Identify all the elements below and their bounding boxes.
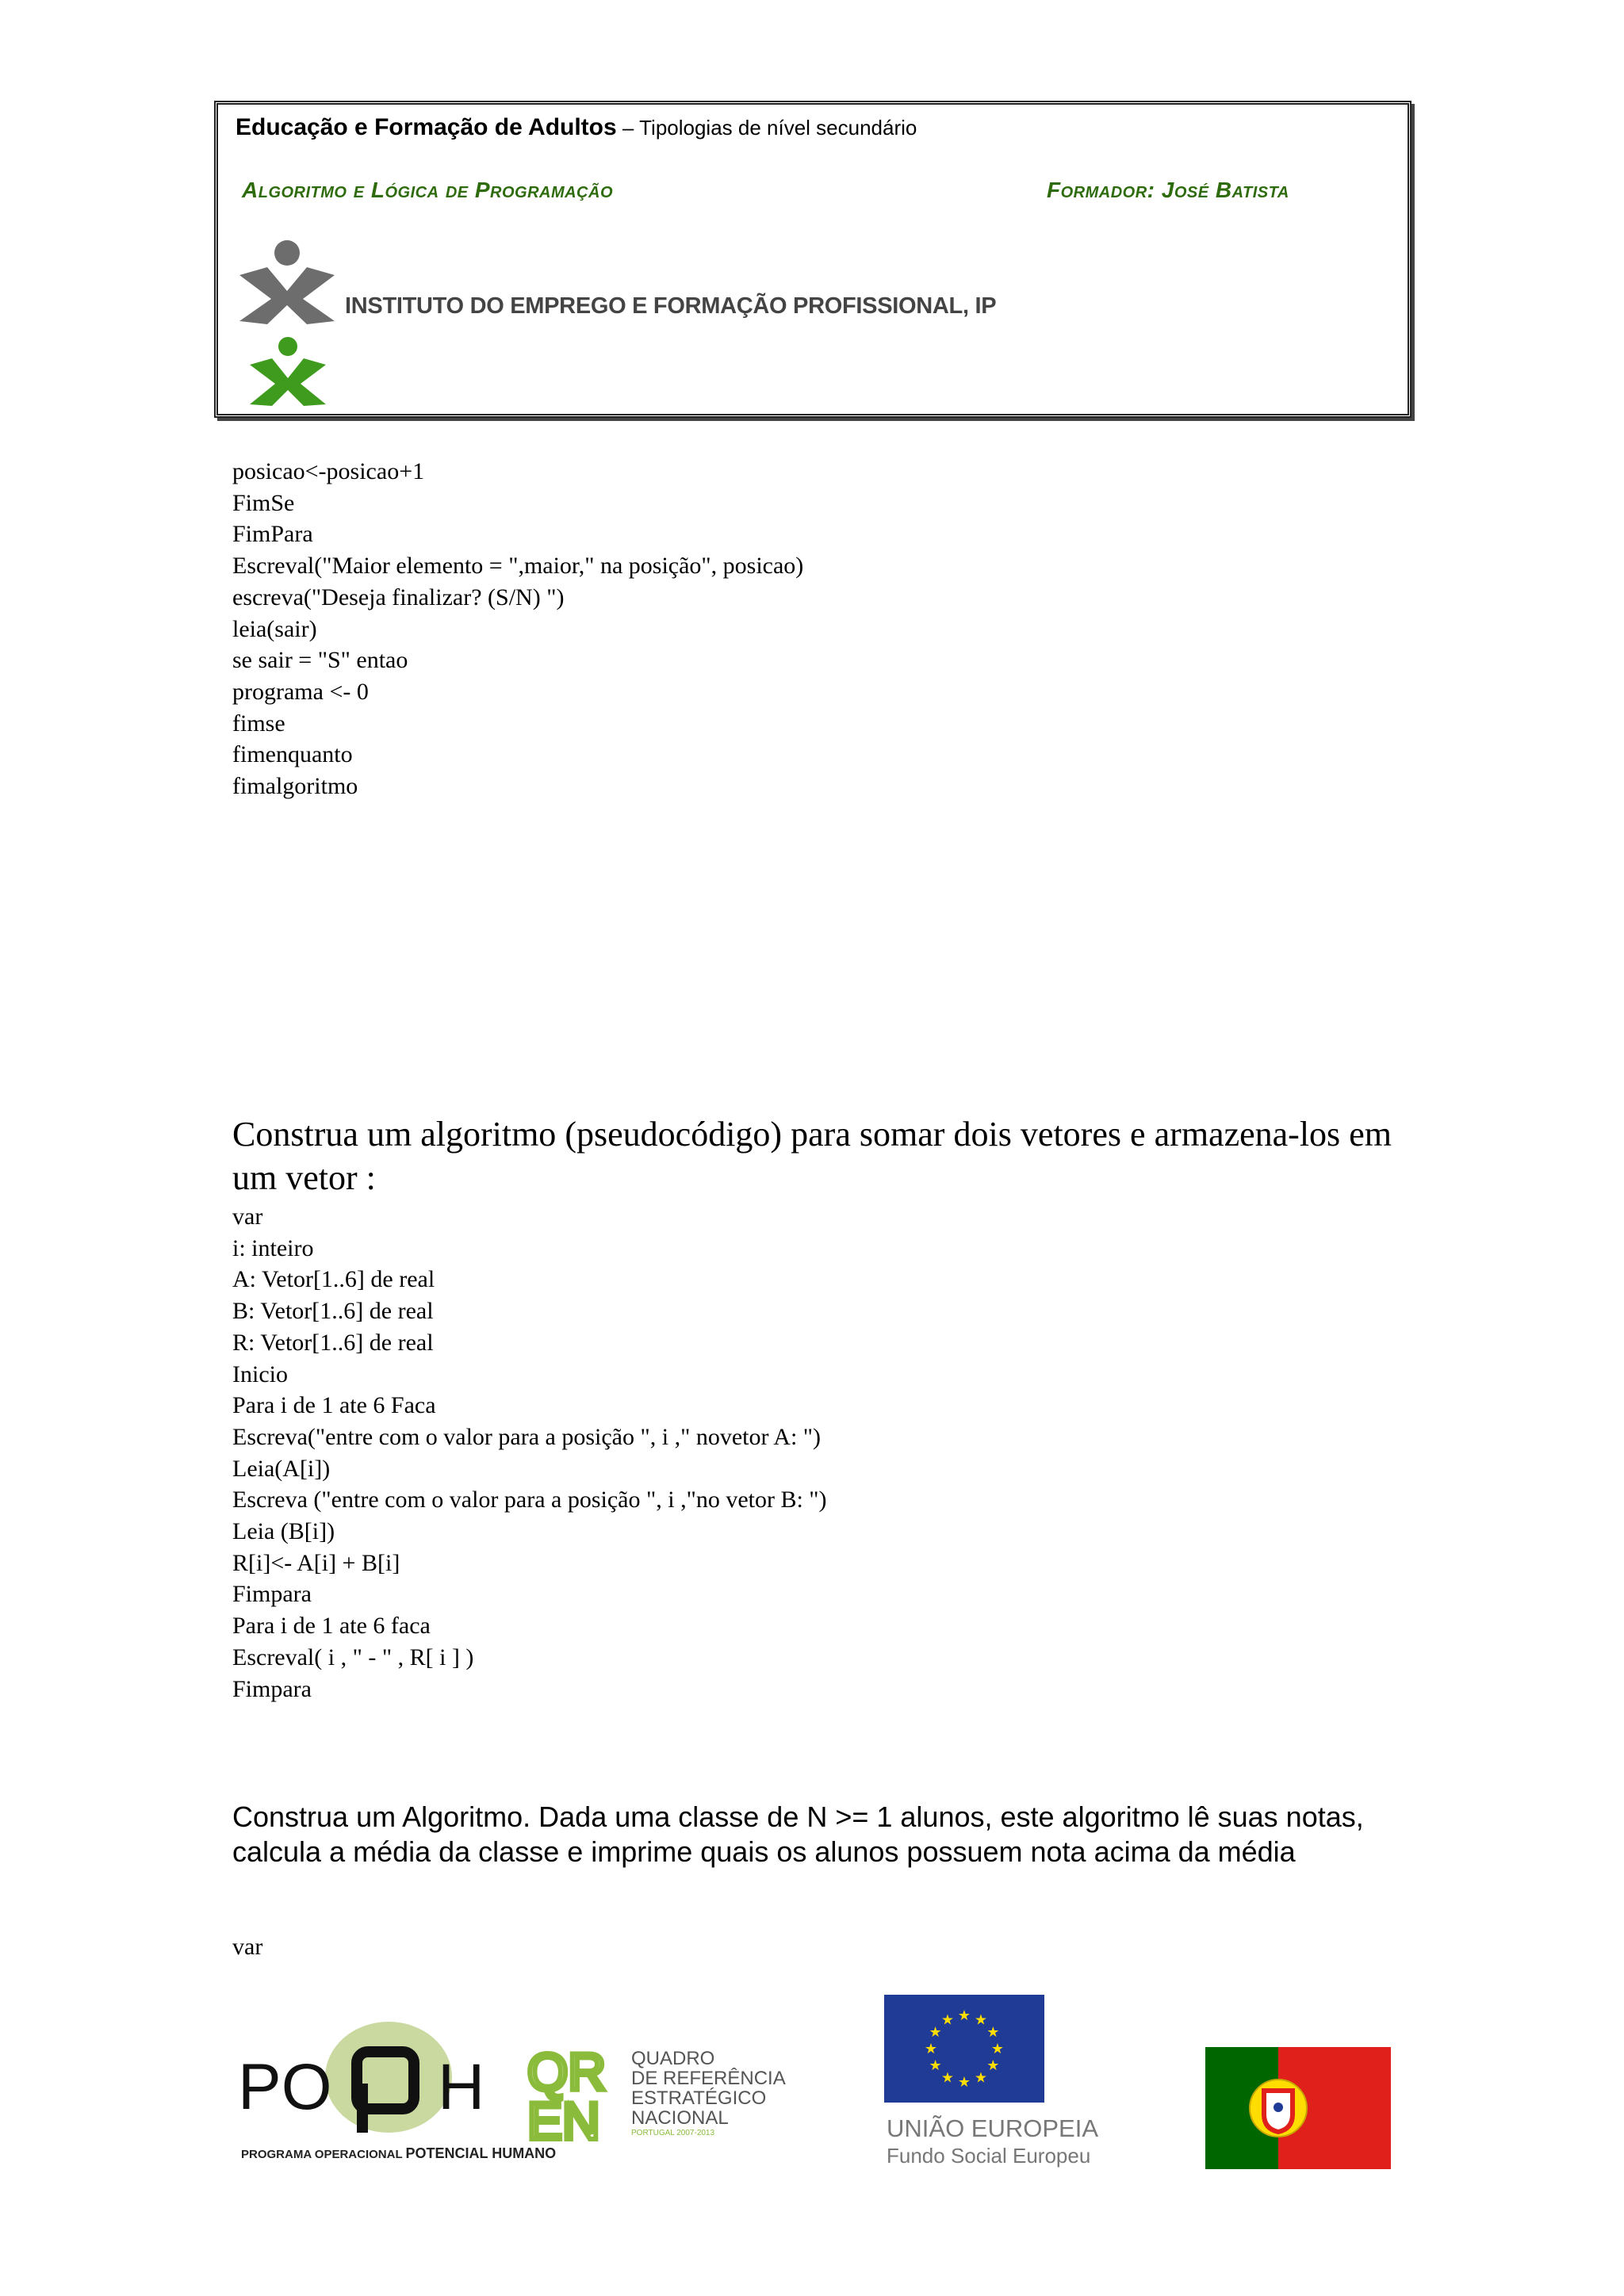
poph-letters-po: PO (238, 2051, 332, 2123)
code-line: Escreva("entre com o valor para a posição ", i ," novetor A: ") (232, 1423, 822, 1450)
eu-star-icon: ★ (929, 2024, 942, 2040)
exercise-heading-average: Construa um Algoritmo. Dada uma classe de N >= 1 alunos, este algoritmo lê suas notas, calcula a média da classe e imprime quais os alunos possuem nota acima da média (232, 1800, 1364, 1868)
code-line: Inicio (232, 1360, 288, 1387)
eu-flag-icon (884, 1995, 1044, 2103)
code-line: B: Vetor[1..6] de real (232, 1298, 434, 1325)
svg-text:EN: EN (527, 2091, 600, 2142)
code-line: FimPara (232, 521, 313, 548)
qren-logo-icon (527, 2044, 629, 2142)
eu-star-icon: ★ (974, 2011, 988, 2028)
eu-star-icon: ★ (940, 2011, 955, 2028)
code-line: var (232, 1203, 263, 1230)
eu-star-icon: ★ (940, 2069, 955, 2086)
code-line: se sair = "S" entao (232, 647, 408, 674)
eu-caption: UNIÃO EUROPEIA Fundo Social Europeu (887, 2114, 1098, 2168)
code-line: fimse (232, 710, 285, 737)
code-line: Escreval("Maior elemento = ",maior," na posição", posicao) (232, 553, 804, 580)
iefp-grey-logo-icon (236, 235, 339, 327)
code-block-3 (232, 1931, 262, 1963)
code-line: Para i de 1 ate 6 Faca (232, 1392, 436, 1419)
poph-caption: PROGRAMA OPERACIONAL POTENCIAL HUMANO (241, 2145, 557, 2161)
qren-caption: QUADRO DE REFERÊNCIA ESTRATÉGICO NACIONAL PORTUGAL 2007-2013 (631, 2048, 786, 2137)
code-line: programa <- 0 (232, 678, 369, 705)
document-header (214, 101, 1411, 418)
code-line: Leia (B[i]) (232, 1518, 335, 1545)
poph-logo-icon (238, 2020, 508, 2147)
code-line: R: Vetor[1..6] de real (232, 1329, 434, 1356)
poph-letters-h: H (438, 2051, 485, 2123)
svg-text:QR: QR (527, 2044, 606, 2101)
code-line: Escreval( i , " - " , R[ i ] ) (232, 1644, 474, 1670)
code-line: escreva("Deseja finalizar? (S/N) ") (232, 584, 565, 610)
exercise-heading-vectors: Construa um algoritmo (pseudocódigo) para somar dois vetores e armazena-los em um vetor : (232, 1115, 1392, 1197)
code-line: Fimpara (232, 1581, 312, 1608)
code-line: fimenquanto (232, 741, 353, 768)
code-line: A: Vetor[1..6] de real (232, 1266, 435, 1293)
program-subtitle: – Tipologias de nível secundário (616, 116, 917, 140)
code-block-2 (232, 1201, 827, 1705)
course-name: Algoritmo e Lógica de Programação (242, 178, 614, 202)
eu-star-icon: ★ (974, 2069, 988, 2086)
eu-star-icon: ★ (986, 2057, 1000, 2073)
code-block-1 (232, 456, 803, 802)
code-line: Fimpara (232, 1675, 312, 1702)
eu-star-icon: ★ (957, 2007, 971, 2023)
portugal-flag-icon (1205, 2047, 1391, 2169)
code-line: leia(sair) (232, 615, 317, 642)
trainer-name: Formador: José Batista (1047, 178, 1289, 202)
code-line: var (232, 1934, 263, 1960)
eu-star-icon: ★ (957, 2074, 971, 2090)
iefp-green-logo-icon (247, 335, 330, 410)
code-line: FimSe (232, 489, 295, 516)
eu-star-icon: ★ (929, 2057, 942, 2073)
code-line: Leia(A[i]) (232, 1455, 331, 1482)
header-title-line (236, 114, 917, 141)
institute-name: INSTITUTO DO EMPREGO E FORMAÇÃO PROFISSIONAL, IP (345, 293, 997, 319)
code-line: R[i]<- A[i] + B[i] (232, 1549, 400, 1576)
code-line: fimalgoritmo (232, 773, 358, 800)
eu-star-icon: ★ (924, 2041, 938, 2057)
eu-star-icon: ★ (986, 2024, 1000, 2040)
code-line: Para i de 1 ate 6 faca (232, 1613, 431, 1640)
code-line: posicao<-posicao+1 (232, 458, 425, 484)
code-line: i: inteiro (232, 1234, 314, 1261)
program-title: Educação e Formação de Adultos (236, 114, 617, 140)
code-line: Escreva ("entre com o valor para a posição ", i ,"no vetor B: ") (232, 1487, 827, 1513)
eu-star-icon: ★ (990, 2041, 1005, 2057)
